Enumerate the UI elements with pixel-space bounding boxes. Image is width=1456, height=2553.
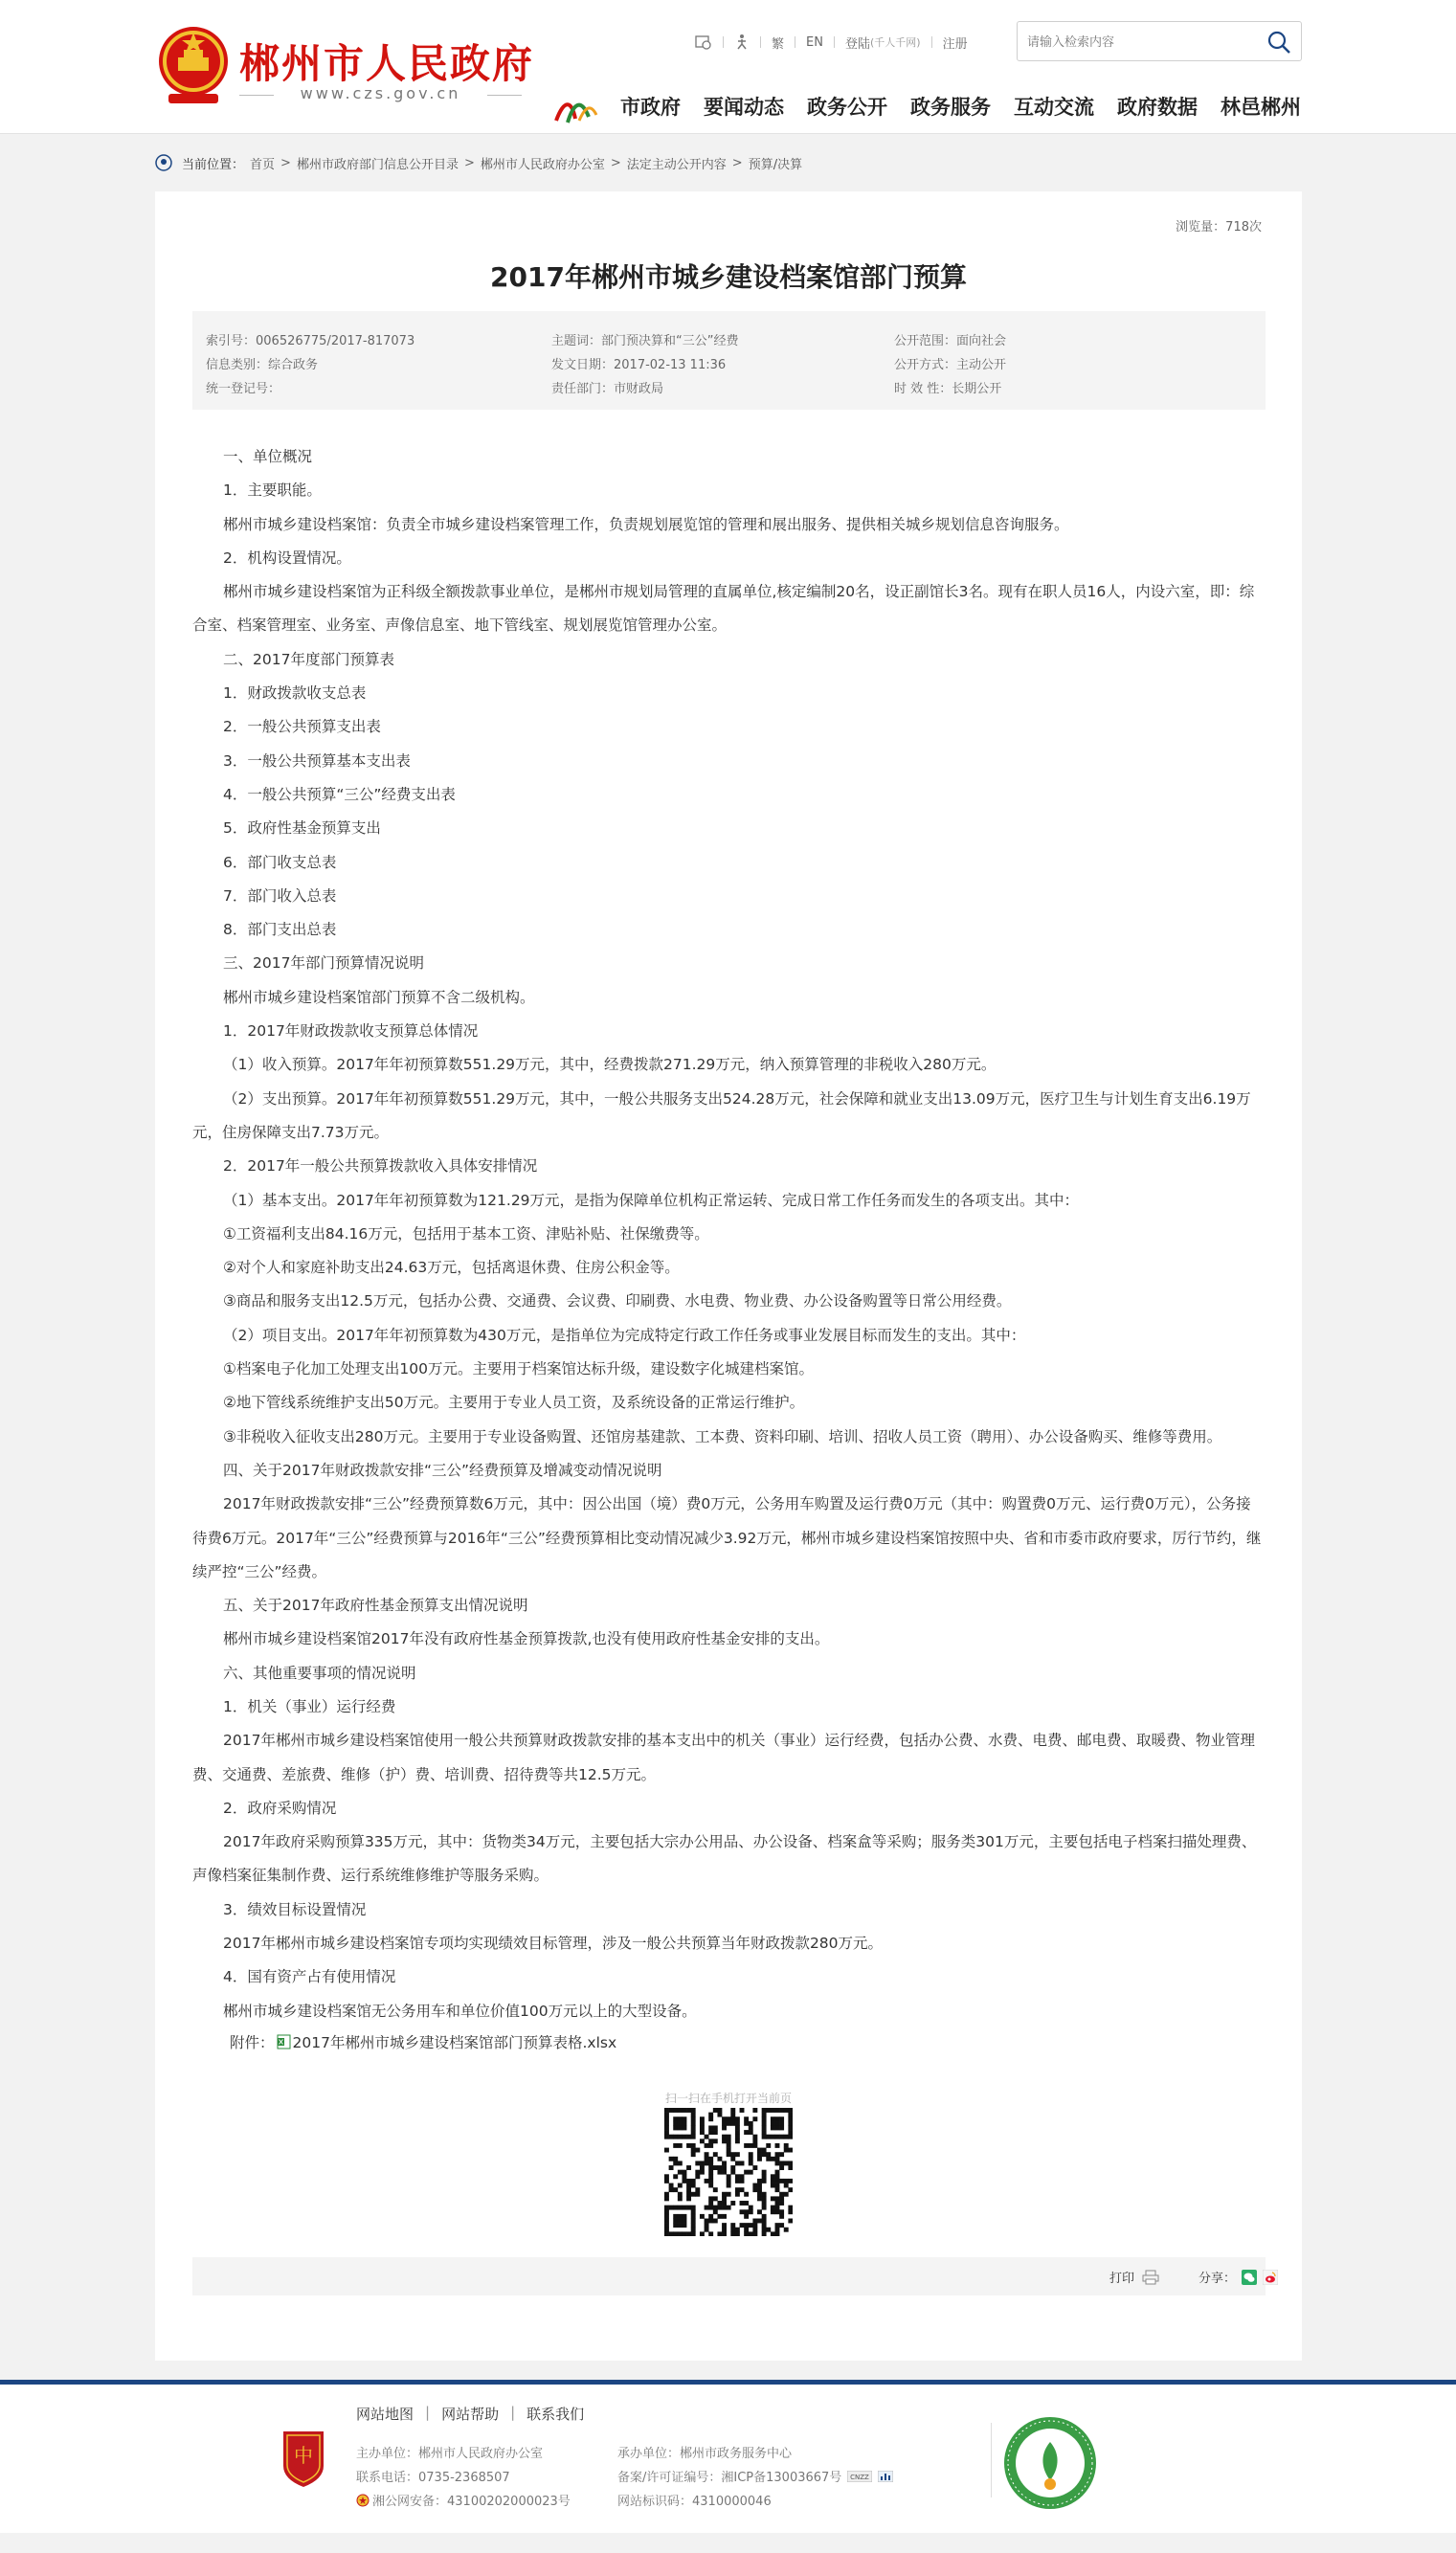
article-paragraph: 6．部门收支总表 bbox=[223, 853, 337, 871]
breadcrumb-item[interactable]: 预算/决算 bbox=[748, 157, 803, 172]
article-paragraph: 3．绩效目标设置情况 bbox=[223, 1900, 367, 1918]
meta-validity: 时 效 性：长期公开 bbox=[894, 382, 1002, 396]
top-links bbox=[695, 33, 968, 52]
party-gov-badge-icon[interactable] bbox=[280, 2428, 327, 2489]
article-paragraph: ①档案电子化加工处理支出100万元。主要用于档案馆达标升级，建设数字化城建档案馆。 bbox=[223, 1360, 814, 1378]
search-box bbox=[1017, 21, 1302, 61]
attachment bbox=[230, 2031, 616, 2052]
site-url: www.czs.gov.cn bbox=[239, 84, 522, 102]
article-paragraph: 郴州市城乡建设档案馆2017年没有政府性基金预算拨款,也没有使用政府性基金安排的支出。 bbox=[223, 1630, 830, 1648]
attachment-label: 附件： bbox=[230, 2034, 275, 2051]
footer-link-help[interactable]: 网站帮助 bbox=[441, 2406, 500, 2423]
footer-police[interactable]: 湘公网安备：43100202000023号 bbox=[372, 2495, 571, 2509]
share-label: 分享： bbox=[1198, 2272, 1237, 2286]
search-icon[interactable] bbox=[1266, 30, 1291, 55]
article-paragraph: 三、2017年部门预算情况说明 bbox=[223, 954, 424, 973]
article-paragraph: 1．主要职能。 bbox=[223, 481, 322, 500]
nav-government-affairs[interactable]: 政务公开 bbox=[807, 96, 887, 119]
breadcrumb-item[interactable]: 郴州市人民政府办公室 bbox=[480, 157, 605, 172]
english-link[interactable]: EN bbox=[806, 34, 823, 50]
accessibility-icon[interactable] bbox=[734, 34, 750, 51]
nav-government-data[interactable]: 政府数据 bbox=[1117, 96, 1198, 119]
article-paragraph: 2．机构设置情况。 bbox=[223, 549, 351, 567]
search-input[interactable] bbox=[1027, 32, 1257, 53]
article-paragraph: ②对个人和家庭补助支出24.63万元，包括离退休费、住房公积金等。 bbox=[223, 1259, 680, 1277]
nav-interaction[interactable]: 互动交流 bbox=[1014, 96, 1094, 119]
meta-index-no: 索引号：006526775/2017-817073 bbox=[206, 334, 415, 348]
article-paragraph: 2017年政府采购预算335万元，其中：货物类34万元，主要包括大宗办公用品、办公设备、档案盒等采购；服务类301万元，主要包括电子档案扫描处理费、声像档案征集制作费、运行系统维修维护等服务采购。 bbox=[192, 1833, 1257, 1885]
footer-contractor: 承办单位：郴州市政务服务中心 bbox=[617, 2447, 793, 2461]
footer-links: 网站地图 | 网站帮助 | 联系我们 bbox=[356, 2404, 585, 2423]
article-meta bbox=[192, 311, 1266, 410]
article-paragraph: 一、单位概况 bbox=[223, 448, 313, 465]
meta-method: 公开方式：主动公开 bbox=[894, 358, 1007, 372]
traditional-chinese-link[interactable]: 繁 bbox=[772, 36, 785, 52]
breadcrumb-item[interactable]: 郴州市政府部门信息公开目录 bbox=[296, 157, 459, 172]
article-paragraph: 2017年郴州市城乡建设档案馆使用一般公共预算财政拨款安排的基本支出中的机关（事业）运行经费，包括办公费、水费、电费、邮电费、取暖费、物业管理费、交通费、差旅费、维修（护）费、培训费、招待费等共12.5万元。 bbox=[192, 1732, 1255, 1783]
article-paragraph: 六、其他重要事项的情况说明 bbox=[223, 1664, 416, 1682]
footer-host: 主办单位：郴州市人民政府办公室 bbox=[356, 2447, 544, 2461]
footer-site-code: 网站标识码：4310000046 bbox=[617, 2495, 772, 2509]
article-body bbox=[192, 440, 1266, 2028]
footer-phone: 联系电话：0735-2368507 bbox=[356, 2471, 510, 2485]
footer-divider bbox=[991, 2423, 992, 2497]
nav-government-services[interactable]: 政务服务 bbox=[910, 96, 991, 119]
site-header bbox=[0, 0, 1456, 134]
article-paragraph: 2．一般公共预算支出表 bbox=[223, 718, 381, 736]
nav-city-government[interactable]: 市政府 bbox=[620, 96, 681, 119]
article-paragraph: 1．财政拨款收支总表 bbox=[223, 684, 367, 703]
city-logo-icon bbox=[550, 92, 600, 126]
article-paragraph: ③商品和服务支出12.5万元，包括办公费、交通费、会议费、印刷费、水电费、物业费、办公设备购置等日常公用经费。 bbox=[223, 1292, 1012, 1310]
breadcrumb-label: 当前位置： bbox=[182, 157, 245, 172]
article-paragraph: 2．2017年一般公共预算拨款收入具体安排情况 bbox=[223, 1157, 538, 1176]
footer-link-contact[interactable]: 联系我们 bbox=[526, 2406, 585, 2423]
view-count: 浏览量：718次 bbox=[1176, 220, 1262, 235]
cnnic-badge-icon bbox=[847, 2471, 872, 2482]
article-paragraph: 郴州市城乡建设档案馆为正科级全额拨款事业单位，是郴州市规划局管理的直属单位,核定编制20名，设正副馆长3名。现有在职人员16人，内设六室，即：综合室、档案管理室、业务室、声像信息室、地下管线室、规划展览馆管理办公室。 bbox=[192, 583, 1255, 635]
article-paragraph: 5．政府性基金预算支出 bbox=[223, 819, 381, 838]
article-paragraph: ①工资福利支出84.16万元，包括用于基本工资、津贴补贴、社保缴费等。 bbox=[223, 1224, 709, 1243]
national-emblem-icon bbox=[155, 23, 232, 105]
article-paragraph: 二、2017年度部门预算表 bbox=[223, 650, 394, 668]
article-paragraph: 四、关于2017年财政拨款安排“三公”经费预算及增减变动情况说明 bbox=[223, 1461, 662, 1479]
wechat-icon[interactable] bbox=[1242, 2270, 1257, 2285]
footer-icp-wrap bbox=[617, 2467, 893, 2485]
article-paragraph: （2）支出预算。2017年年初预算数551.29万元，其中，一般公共服务支出524.28万元，社会保障和就业支出13.09万元，医疗卫生与计划生育支出6.19万元，住房保障支出7.73万元。 bbox=[192, 1089, 1251, 1141]
site-footer bbox=[0, 2380, 1456, 2533]
nav-linyi-chenzhou[interactable]: 林邑郴州 bbox=[1221, 96, 1301, 119]
register-link[interactable]: 注册 bbox=[942, 36, 968, 52]
breadcrumb-item[interactable]: 法定主动公开内容 bbox=[626, 157, 727, 172]
footer-police-wrap bbox=[356, 2491, 571, 2509]
location-pin-icon bbox=[155, 154, 172, 171]
footer-link-sitemap[interactable]: 网站地图 bbox=[356, 2406, 414, 2423]
meta-category: 信息类别：综合政务 bbox=[206, 358, 319, 372]
article-paragraph: 郴州市城乡建设档案馆无公务用车和单位价值100万元以上的大型设备。 bbox=[223, 2002, 697, 2020]
article-paragraph: 1．2017年财政拨款收支预算总体情况 bbox=[223, 1022, 479, 1041]
print-button[interactable] bbox=[1109, 2268, 1159, 2286]
article-paragraph: ②地下管线系统维护支出50万元。主要用于专业人员工资，及系统设备的正常运行维护。 bbox=[223, 1394, 805, 1412]
article-paragraph: 2017年郴州市城乡建设档案馆专项均实现绩效目标管理，涉及一般公共预算当年财政拨款280万元。 bbox=[223, 1935, 884, 1953]
site-name[interactable]: 郴州市人民政府 bbox=[239, 40, 535, 87]
footer-icp[interactable]: 备案/许可证编号：湘ICP备13003667号 bbox=[617, 2471, 842, 2485]
article-card bbox=[155, 191, 1302, 2361]
nav-news[interactable]: 要闻动态 bbox=[704, 96, 784, 119]
article-paragraph: 8．部门支出总表 bbox=[223, 921, 337, 939]
bottom-strip bbox=[0, 2533, 1456, 2553]
article-paragraph: （1）基本支出。2017年年初预算数为121.29万元，是指为保障单位机构正常运转、完成日常工作任务而发生的各项支出。其中： bbox=[223, 1191, 1080, 1209]
meta-scope: 公开范围：面向社会 bbox=[894, 334, 1007, 348]
svg-text:CNZZ: CNZZ bbox=[850, 2473, 870, 2481]
article-paragraph: 7．部门收入总表 bbox=[223, 886, 337, 905]
article-paragraph: 4．国有资产占有使用情况 bbox=[223, 1968, 396, 1986]
meta-subject: 主题词：部门预决算和“三公”经费 bbox=[551, 334, 739, 348]
breadcrumb: 当前位置： 首页 > 郴州市政府部门信息公开目录 > 郴州市人民政府办公室 > 法定主动公开内容 > 预算/决算 bbox=[155, 153, 802, 172]
article-paragraph: 4．一般公共预算“三公”经费支出表 bbox=[223, 785, 456, 803]
attachment-link[interactable]: 2017年郴州市城乡建设档案馆部门预算表格.xlsx bbox=[292, 2034, 617, 2051]
elder-mode-icon[interactable] bbox=[695, 34, 712, 50]
article-paragraph: 1．机关（事业）运行经费 bbox=[223, 1697, 396, 1715]
article-paragraph: 2．政府采购情况 bbox=[223, 1799, 337, 1817]
excel-file-icon bbox=[277, 2034, 291, 2049]
police-badge-icon bbox=[356, 2494, 370, 2507]
article-paragraph: 五、关于2017年政府性基金预算支出情况说明 bbox=[223, 1597, 528, 1615]
article-paragraph: ③非税收入征收支出280万元。主要用于专业设备购置、还馆房基建款、工本费、资料印刷、培训、招收人员工资（聘用）、办公设备购买、维修等费用。 bbox=[223, 1427, 1222, 1445]
stat-badge-icon bbox=[878, 2471, 893, 2482]
svg-text:中: 中 bbox=[294, 2444, 313, 2467]
article-paragraph: 3．一般公共预算基本支出表 bbox=[223, 751, 411, 770]
qr-caption: 扫一扫在手机打开当前页 bbox=[664, 2092, 792, 2105]
civilized-city-seal-icon[interactable] bbox=[1000, 2413, 1100, 2513]
article-paragraph: 2017年财政拨款安排“三公”经费预算数6万元，其中：因公出国（境）费0万元，公务用车购置及运行费0万元（其中：购置费0万元、运行费0万元），公务接待费6万元。2017年“三公”经费预算与2016年“三公”经费预算相比变动情况减少3.92万元，郴州市城乡建设档案馆按照中央、省和市委市政府要求，厉行节约，继续严控“三公”经费。 bbox=[192, 1495, 1262, 1580]
qr-code-icon bbox=[664, 2108, 793, 2236]
breadcrumb-home[interactable]: 首页 bbox=[250, 157, 276, 172]
login-note: (千人千网) bbox=[869, 36, 921, 49]
main-nav bbox=[620, 92, 1301, 121]
print-label: 打印 bbox=[1109, 2272, 1135, 2286]
article-paragraph: （2）项目支出。2017年年初预算数为430万元，是指单位为完成特定行政工作任务或事业发展目标而发生的支出。其中： bbox=[223, 1326, 1026, 1344]
login-link[interactable]: 登陆 bbox=[844, 36, 870, 52]
article-title: 2017年郴州市城乡建设档案馆部门预算 bbox=[490, 261, 967, 293]
article-paragraph: 郴州市城乡建设档案馆部门预算不含二级机构。 bbox=[223, 988, 535, 1006]
meta-department: 责任部门：市财政局 bbox=[551, 382, 664, 396]
share-bar bbox=[192, 2257, 1266, 2295]
article-paragraph: （1）收入预算。2017年年初预算数551.29万元，其中，经费拨款271.29万元，纳入预算管理的非税收入280万元。 bbox=[223, 1056, 997, 1074]
meta-publish-date: 发文日期：2017-02-13 11:36 bbox=[551, 358, 727, 372]
share-buttons bbox=[1198, 2268, 1278, 2286]
weibo-icon[interactable] bbox=[1263, 2270, 1278, 2285]
printer-icon bbox=[1142, 2270, 1159, 2285]
meta-unified-code: 统一登记号： bbox=[206, 382, 281, 396]
article-paragraph: 郴州市城乡建设档案馆：负责全市城乡建设档案管理工作，负责规划展览馆的管理和展出服务、提供相关城乡规划信息咨询服务。 bbox=[223, 515, 1069, 533]
